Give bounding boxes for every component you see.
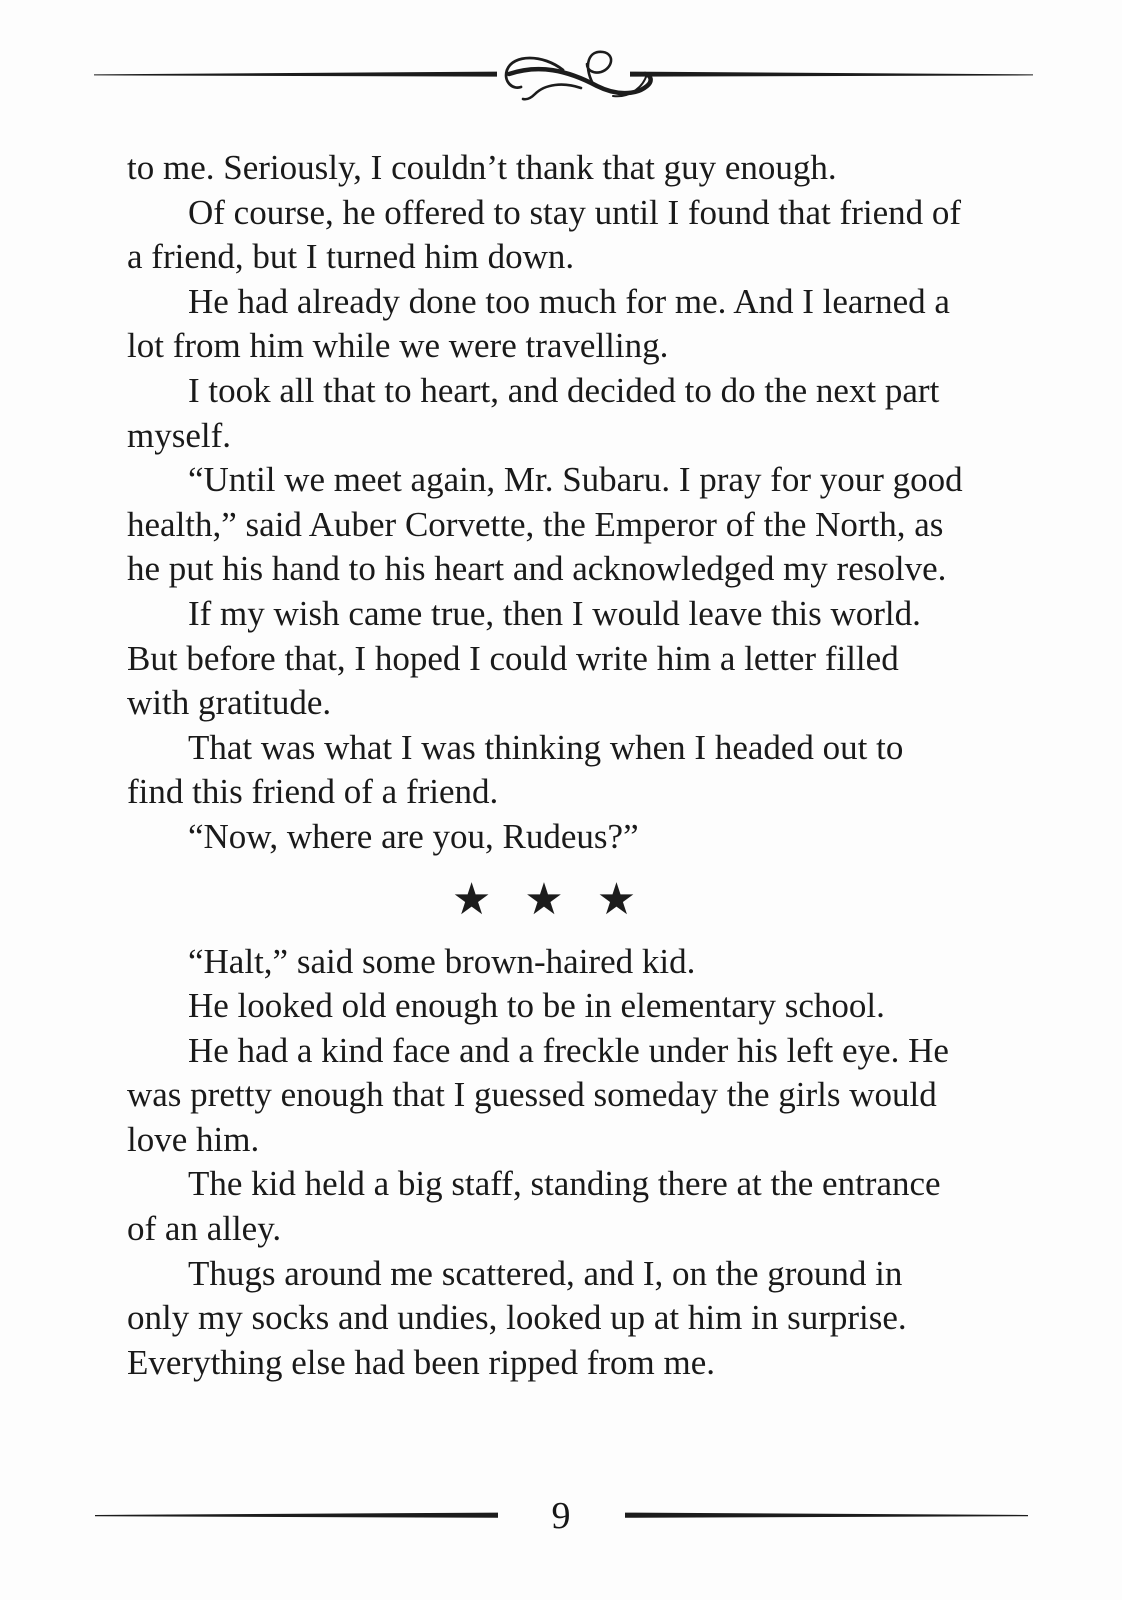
header-flourish-divider: [0, 0, 1122, 130]
paragraph: to me. Seriously, I couldn’t thank that guy enough.: [127, 148, 837, 187]
paragraph: “Until we meet again, Mr. Subaru. I pray for your good health,” said Auber Corvette, the Emperor of the North, as he put his hand to his heart and acknowledged my resolve.: [127, 460, 963, 589]
flourish-icon: [0, 0, 1122, 130]
text-section-1: [127, 146, 967, 860]
paragraph: That was what I was thinking when I headed out to find this friend of a friend.: [127, 727, 904, 812]
paragraph: He had already done too much for me. And I learned a lot from him while we were travelling.: [127, 281, 950, 366]
paragraph: I took all that to heart, and decided to do the next part myself.: [127, 370, 940, 455]
paragraph: “Halt,” said some brown-haired kid.: [188, 941, 696, 981]
paragraph: The kid held a big staff, standing there at the entrance of an alley.: [127, 1164, 941, 1249]
paragraph: Of course, he offered to stay until I found that friend of a friend, but I turned him down.: [127, 192, 962, 277]
section-break-stars: ★ ★ ★: [451, 874, 643, 924]
page-text: [127, 146, 967, 1385]
paragraph: If my wish came true, then I would leave this world. But before that, I hoped I could write him a letter filled with gratitude.: [127, 593, 921, 723]
paragraph: He looked old enough to be in elementary school.: [188, 986, 885, 1026]
paragraph: “Now, where are you, Rudeus?”: [188, 816, 639, 856]
paragraph: He had a kind face and a freckle under his left eye. He was pretty enough that I guessed someday the girls would love him.: [127, 1030, 949, 1159]
page-number: 9: [551, 1495, 571, 1537]
text-section-2: [127, 940, 967, 1386]
paragraph: Thugs around me scattered, and I, on the ground in only my socks and undies, looked up at him in surprise. Everything else had been ripped from me.: [127, 1253, 907, 1382]
